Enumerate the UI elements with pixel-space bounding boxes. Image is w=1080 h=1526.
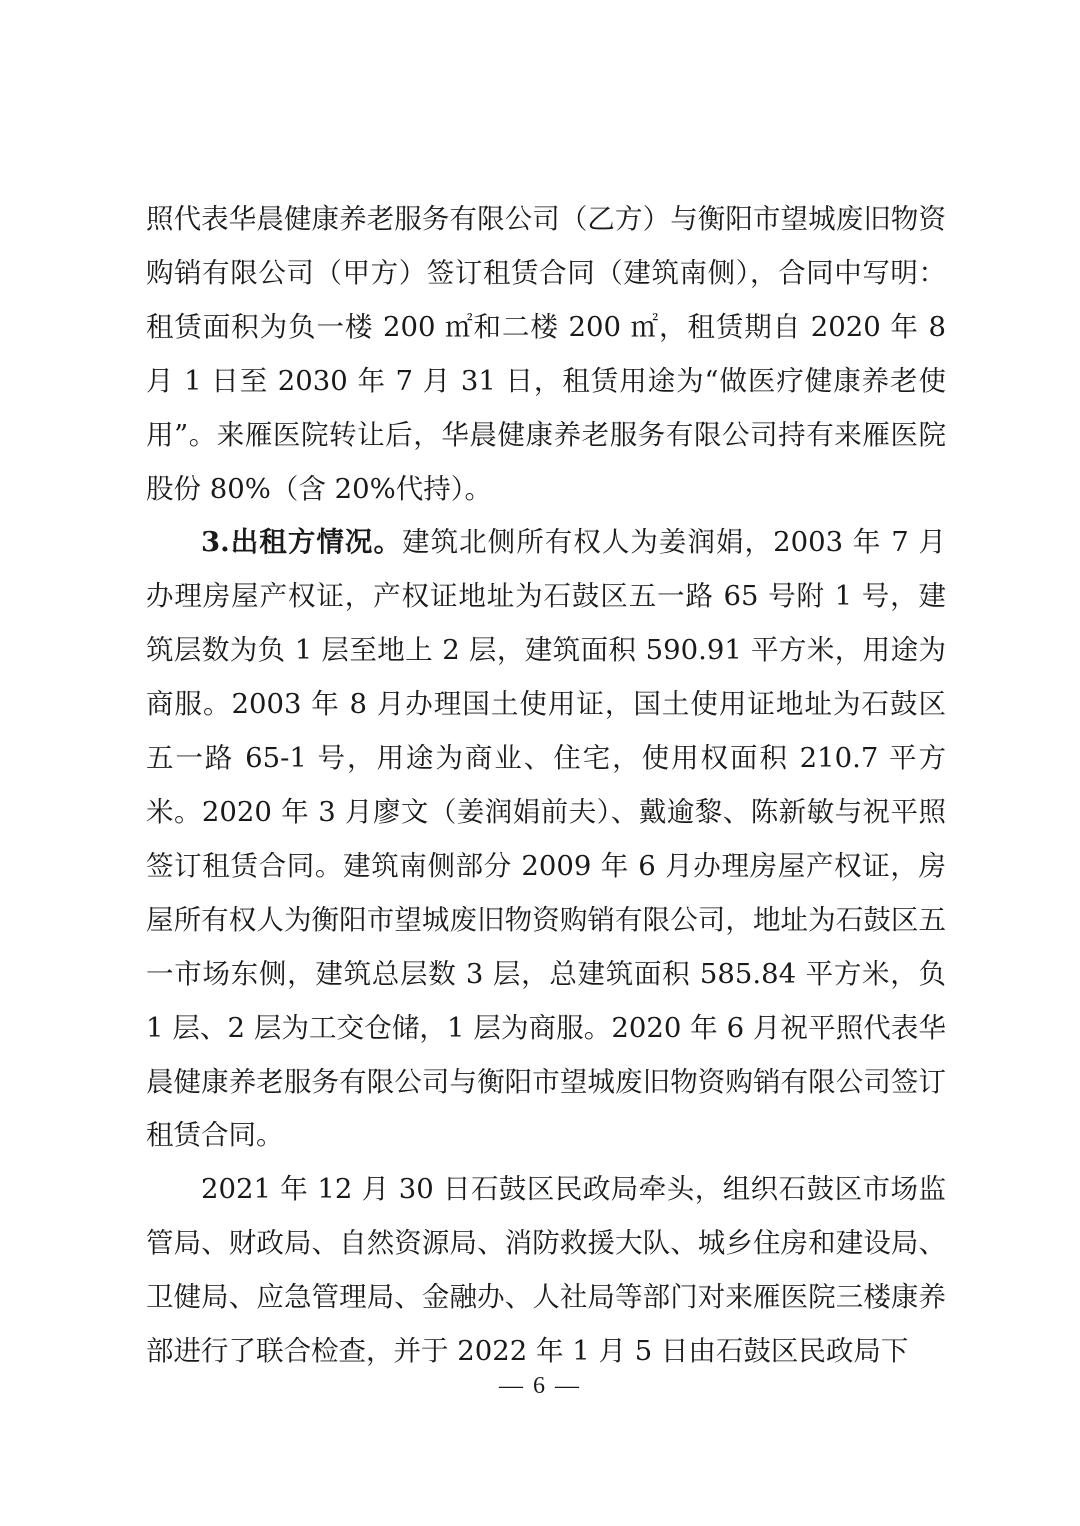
paragraph-2-heading: 3.出租方情况。 [201, 526, 403, 559]
paragraph-1-text: 照代表华晨健康养老服务有限公司（乙方）与衡阳市望城废旧物资购销有限公司（甲方）签订租赁合同（建筑南侧），合同中写明：租赁面积为负一楼 200 ㎡和二楼 200 ㎡，租赁期自 2020 年 8 月 1 日至 2030 年 7 月 31 日，租赁用途为“做医疗健康养老使用”。来雁医院转让后，华晨健康养老服务有限公司持有来雁医院股份 80%（含 20%代持）。 [146, 203, 946, 505]
body-text [146, 193, 946, 1379]
paragraph-2-text: 建筑北侧所有权人为姜润娟，2003 年 7 月办理房屋产权证，产权证地址为石鼓区五一路 65 号附 1 号，建筑层数为负 1 层至地上 2 层，建筑面积 590.91 平方米，用途为商服。2003 年 8 月办理国土使用证，国土使用证地址为石鼓区五一路 65-1 号，用途为商业、住宅，使用权面积 210.7 平方米。2020 年 3 月廖文（姜润娟前夫）、戴逾黎、陈新敏与祝平照签订租赁合同。建筑南侧部分 2009 年 6 月办理房屋产权证，房屋所有权人为衡阳市望城废旧物资购销有限公司，地址为石鼓区五一市场东侧，建筑总层数 3 层，总建筑面积 585.84 平方米，负 1 层、2 层为工交仓储，1 层为商服。2020 年 6 月祝平照代表华晨健康养老服务有限公司与衡阳市望城废旧物资购销有限公司签订租赁合同。 [146, 526, 946, 1152]
paragraph-3 [146, 1163, 946, 1379]
paragraph-1 [146, 193, 946, 516]
paragraph-2 [146, 516, 946, 1163]
page-number: — 6 — [499, 1373, 581, 1399]
paragraph-3-text: 2021 年 12 月 30 日石鼓区民政局牵头，组织石鼓区市场监管局、财政局、自然资源局、消防救援大队、城乡住房和建设局、卫健局、应急管理局、金融办、人社局等部门对来雁医院三楼康养部进行了联合检查，并于 2022 年 1 月 5 日由石鼓区民政局下 [146, 1173, 946, 1368]
